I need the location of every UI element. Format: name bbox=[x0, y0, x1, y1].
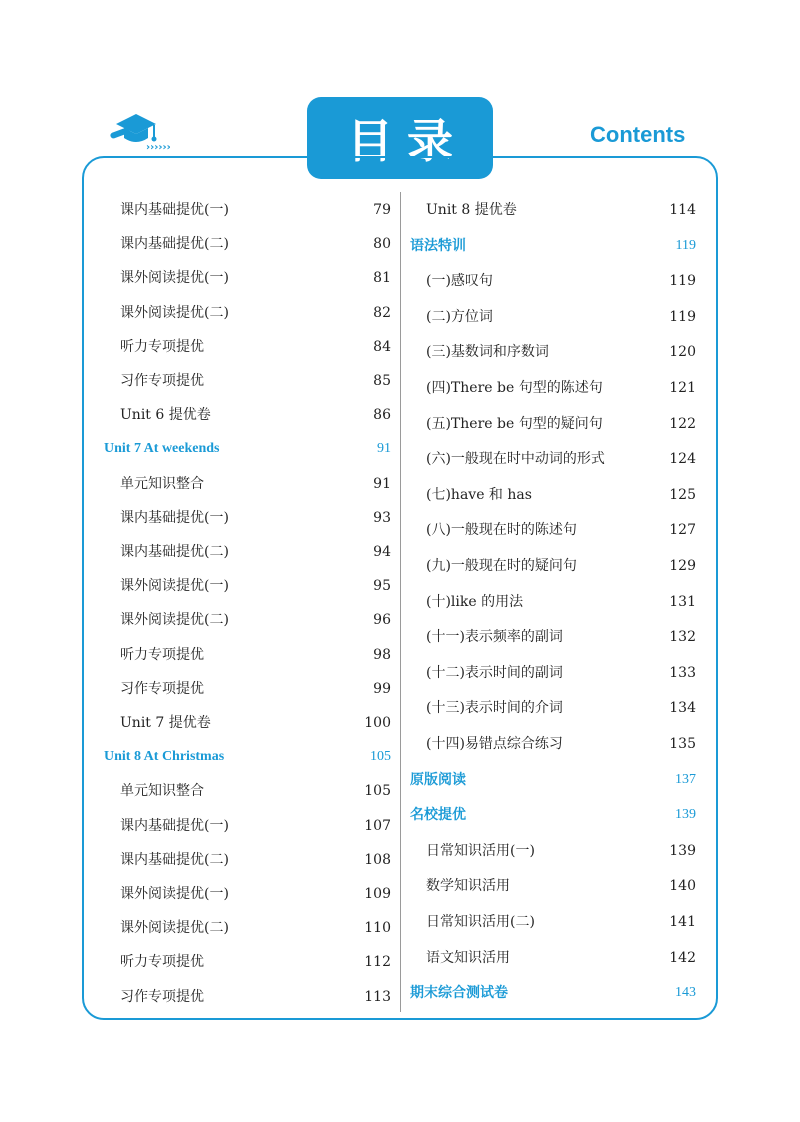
toc-entry-label: (十二)表示时间的副词 bbox=[426, 664, 563, 681]
toc-entry[interactable] bbox=[426, 876, 696, 896]
toc-page-number: 108 bbox=[364, 851, 391, 868]
toc-entry-label: 课外阅读提优(二) bbox=[120, 304, 229, 321]
toc-entry[interactable] bbox=[120, 679, 391, 699]
toc-entry-label: 单元知识整合 bbox=[120, 475, 204, 492]
toc-entry[interactable] bbox=[426, 200, 696, 220]
toc-section-heading: 名校提优 bbox=[410, 807, 466, 824]
toc-entry[interactable] bbox=[120, 610, 391, 630]
toc-page-number: 94 bbox=[373, 544, 391, 560]
toc-entry-label: 课内基础提优(一) bbox=[120, 202, 229, 218]
toc-entry-label: 课内基础提优(一) bbox=[120, 817, 229, 834]
toc-entry[interactable] bbox=[426, 520, 696, 540]
toc-entry-label: 单元知识整合 bbox=[120, 783, 204, 800]
toc-page-number: 129 bbox=[669, 558, 696, 574]
toc-entry-label: (二)方位词 bbox=[426, 308, 493, 325]
toc-entry-label: Unit 6 提优卷 bbox=[120, 407, 211, 424]
toc-section-heading: Unit 7 At weekends bbox=[104, 441, 220, 457]
toc-entry[interactable] bbox=[120, 508, 391, 528]
toc-entry[interactable] bbox=[120, 303, 391, 323]
toc-page-number: 127 bbox=[669, 522, 696, 539]
toc-entry[interactable] bbox=[120, 234, 391, 254]
toc-page-number: 110 bbox=[364, 920, 391, 937]
toc-entry-label: 课外阅读提优(二) bbox=[120, 612, 229, 629]
toc-entry[interactable] bbox=[410, 770, 696, 790]
toc-entry-label: 课内基础提优(二) bbox=[120, 851, 229, 868]
contents-heading: Contents bbox=[590, 122, 686, 147]
toc-page-number: 119 bbox=[675, 237, 696, 253]
toc-page-number: 133 bbox=[669, 664, 696, 681]
toc-page-number: 113 bbox=[364, 988, 391, 1005]
toc-entry-label: (十)like 的用法 bbox=[426, 593, 524, 610]
toc-entry[interactable] bbox=[120, 405, 391, 425]
toc-entry[interactable] bbox=[120, 576, 391, 596]
toc-page-number: 85 bbox=[373, 373, 391, 389]
toc-entry[interactable] bbox=[104, 747, 391, 767]
toc-section-heading: Unit 8 At Christmas bbox=[104, 749, 225, 765]
page-title: 目录 bbox=[347, 114, 467, 168]
toc-page-number: 81 bbox=[373, 270, 391, 287]
toc-entry[interactable] bbox=[426, 592, 696, 612]
toc-page-number: 107 bbox=[364, 817, 391, 834]
toc-section-heading: 原版阅读 bbox=[410, 771, 466, 788]
toc-entry-label: 课外阅读提优(一) bbox=[120, 886, 229, 902]
toc-entry-label: (十一)表示频率的副词 bbox=[426, 629, 563, 646]
toc-entry-label: 课外阅读提优(一) bbox=[120, 270, 229, 287]
toc-page-number: 143 bbox=[675, 985, 696, 1001]
toc-page-number: 132 bbox=[669, 629, 696, 646]
toc-entry[interactable] bbox=[120, 952, 391, 972]
toc-entry-label: 习作专项提优 bbox=[120, 373, 204, 389]
toc-entry[interactable] bbox=[120, 542, 391, 562]
toc-section-heading: 语法特训 bbox=[410, 237, 466, 254]
toc-entry[interactable] bbox=[120, 371, 391, 391]
toc-entry[interactable] bbox=[120, 850, 391, 870]
toc-entry[interactable] bbox=[120, 713, 391, 733]
toc-page-number: 140 bbox=[669, 878, 696, 895]
toc-entry[interactable] bbox=[426, 342, 696, 362]
graduation-cap-icon bbox=[108, 108, 198, 152]
toc-entry[interactable] bbox=[120, 987, 391, 1007]
toc-page-number: 79 bbox=[373, 202, 391, 218]
toc-entry-label: 日常知识活用(二) bbox=[426, 914, 535, 930]
toc-page-number: 119 bbox=[669, 308, 696, 325]
toc-page-number: 98 bbox=[373, 646, 391, 663]
toc-entry[interactable] bbox=[120, 268, 391, 288]
toc-entry-label: Unit 8 提优卷 bbox=[426, 202, 517, 218]
toc-page-number: 91 bbox=[373, 475, 391, 492]
toc-page-number: 84 bbox=[373, 338, 391, 355]
toc-page-number: 135 bbox=[669, 736, 696, 752]
toc-entry-label: 语文知识活用 bbox=[426, 949, 510, 966]
toc-page-number: 142 bbox=[669, 949, 696, 966]
toc-entry[interactable] bbox=[410, 983, 696, 1003]
toc-page-number: 86 bbox=[373, 407, 391, 424]
toc-entry[interactable] bbox=[120, 781, 391, 801]
toc-page-number: 119 bbox=[669, 273, 696, 290]
toc-entry[interactable] bbox=[426, 841, 696, 861]
toc-entry-label: (十四)易错点综合练习 bbox=[426, 736, 563, 752]
toc-entry-label: 课外阅读提优(一) bbox=[120, 578, 229, 595]
toc-page-number: 120 bbox=[669, 344, 696, 361]
toc-entry-label: 课内基础提优(二) bbox=[120, 236, 229, 253]
toc-entry[interactable] bbox=[426, 307, 696, 327]
toc-entry[interactable] bbox=[120, 474, 391, 494]
toc-entry-label: 习作专项提优 bbox=[120, 988, 204, 1005]
toc-page-number: 124 bbox=[669, 451, 696, 468]
toc-entry-label: (四)There be 句型的陈述句 bbox=[426, 380, 603, 396]
toc-entry[interactable] bbox=[426, 734, 696, 754]
toc-entry-label: (五)There be 句型的疑问句 bbox=[426, 415, 603, 432]
toc-page-number: 96 bbox=[373, 612, 391, 629]
toc-entry[interactable] bbox=[410, 805, 696, 825]
toc-page-number: 134 bbox=[669, 700, 696, 717]
toc-entry[interactable] bbox=[426, 698, 696, 718]
toc-page-number: 121 bbox=[669, 380, 696, 396]
toc-page-number: 109 bbox=[364, 886, 391, 902]
toc-entry-label: 听力专项提优 bbox=[120, 646, 204, 663]
toc-entry-label: (十三)表示时间的介词 bbox=[426, 700, 563, 717]
toc-entry[interactable] bbox=[426, 414, 696, 434]
toc-entry[interactable] bbox=[120, 645, 391, 665]
toc-entry-label: 习作专项提优 bbox=[120, 680, 204, 697]
toc-entry[interactable] bbox=[426, 663, 696, 683]
toc-entry[interactable] bbox=[426, 556, 696, 576]
toc-page-number: 99 bbox=[373, 680, 391, 697]
toc-entry[interactable] bbox=[426, 485, 696, 505]
toc-page-number: 137 bbox=[675, 771, 696, 787]
toc-entry-label: Unit 7 提优卷 bbox=[120, 715, 211, 731]
toc-entry-label: (九)一般现在时的疑问句 bbox=[426, 558, 577, 574]
toc-entry[interactable] bbox=[426, 912, 696, 932]
toc-entry[interactable] bbox=[426, 378, 696, 398]
toc-entry[interactable] bbox=[104, 439, 391, 459]
toc-page-number: 82 bbox=[373, 304, 391, 321]
toc-entry[interactable] bbox=[426, 271, 696, 291]
toc-entry-label: 听力专项提优 bbox=[120, 954, 204, 971]
toc-page-number: 131 bbox=[669, 593, 696, 610]
toc-entry[interactable] bbox=[120, 816, 391, 836]
toc-page-number: 105 bbox=[364, 783, 391, 800]
toc-page-number: 95 bbox=[373, 578, 391, 595]
toc-entry[interactable] bbox=[426, 449, 696, 469]
toc-page-number: 93 bbox=[373, 509, 391, 526]
toc-entry[interactable] bbox=[120, 337, 391, 357]
toc-page-number: 139 bbox=[675, 807, 696, 823]
toc-entry-label: 课外阅读提优(二) bbox=[120, 920, 229, 937]
toc-section-heading: 期末综合测试卷 bbox=[410, 985, 508, 1002]
toc-entry-label: (七)have 和 has bbox=[426, 486, 532, 503]
toc-entry-label: (八)一般现在时的陈述句 bbox=[426, 522, 577, 539]
svg-text:››››››: ›››››› bbox=[146, 142, 171, 152]
toc-entry[interactable] bbox=[426, 627, 696, 647]
toc-entry-label: 课内基础提优(二) bbox=[120, 544, 229, 560]
toc-page-number: 80 bbox=[373, 236, 391, 253]
toc-page-number: 141 bbox=[669, 914, 696, 930]
toc-entry[interactable] bbox=[120, 884, 391, 904]
toc-entry-label: (一)感叹句 bbox=[426, 273, 493, 290]
toc-entry[interactable] bbox=[120, 918, 391, 938]
toc-entry-label: 课内基础提优(一) bbox=[120, 509, 229, 526]
toc-page-number: 122 bbox=[669, 415, 696, 432]
toc-page-number: 105 bbox=[370, 749, 391, 765]
toc-entry-label: 数学知识活用 bbox=[426, 878, 510, 895]
toc-entry[interactable] bbox=[426, 948, 696, 968]
toc-entry-label: (六)一般现在时中动词的形式 bbox=[426, 451, 605, 468]
toc-page-number: 91 bbox=[377, 441, 391, 457]
toc-entry[interactable] bbox=[120, 200, 391, 220]
toc-page-number: 112 bbox=[364, 954, 391, 971]
toc-page-number: 100 bbox=[364, 715, 391, 731]
toc-entry-label: (三)基数词和序数词 bbox=[426, 344, 549, 361]
toc-entry-label: 听力专项提优 bbox=[120, 338, 204, 355]
toc-entry[interactable] bbox=[410, 236, 696, 256]
toc-entry-label: 日常知识活用(一) bbox=[426, 842, 535, 859]
toc-page-number: 114 bbox=[669, 202, 696, 218]
column-divider bbox=[400, 192, 401, 1012]
toc-page-number: 139 bbox=[669, 842, 696, 859]
toc-page-number: 125 bbox=[669, 486, 696, 503]
